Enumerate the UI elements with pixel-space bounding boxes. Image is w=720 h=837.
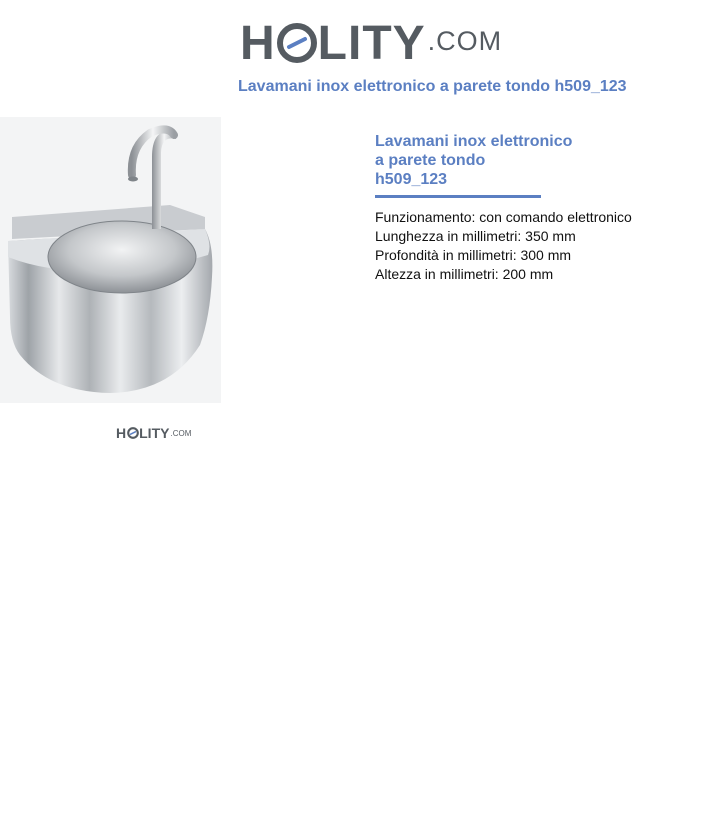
logo-text-prefix: H [240,17,276,70]
logo-text-com: .COM [427,25,503,56]
product-title-line: Lavamani inox elettronico [375,133,573,150]
logo-text-suffix: LITY [317,17,426,70]
title-divider [375,195,541,198]
small-logo-prefix: H [116,425,127,441]
spec-operation: Funzionamento: con comando elettronico [375,209,632,225]
logo-o-icon [277,23,317,63]
small-logo-suffix: LITY [139,425,170,441]
site-logo[interactable] [240,12,502,68]
product-info [375,132,705,284]
watermark-logo [116,426,191,440]
product-title [375,132,705,189]
product-title-line: h509_123 [375,171,448,188]
page-title: Lavamani inox elettronico a parete tondo h509_123 [238,78,627,95]
spec-length: Lunghezza in millimetri: 350 mm [375,228,576,244]
small-logo-com: .COM [170,429,192,438]
small-logo-o-icon [127,427,139,439]
product-image [0,117,221,403]
product-title-line: a parete tondo [375,152,486,169]
spec-height: Altezza in millimetri: 200 mm [375,266,554,282]
spec-depth: Profondità in millimetri: 300 mm [375,247,572,263]
